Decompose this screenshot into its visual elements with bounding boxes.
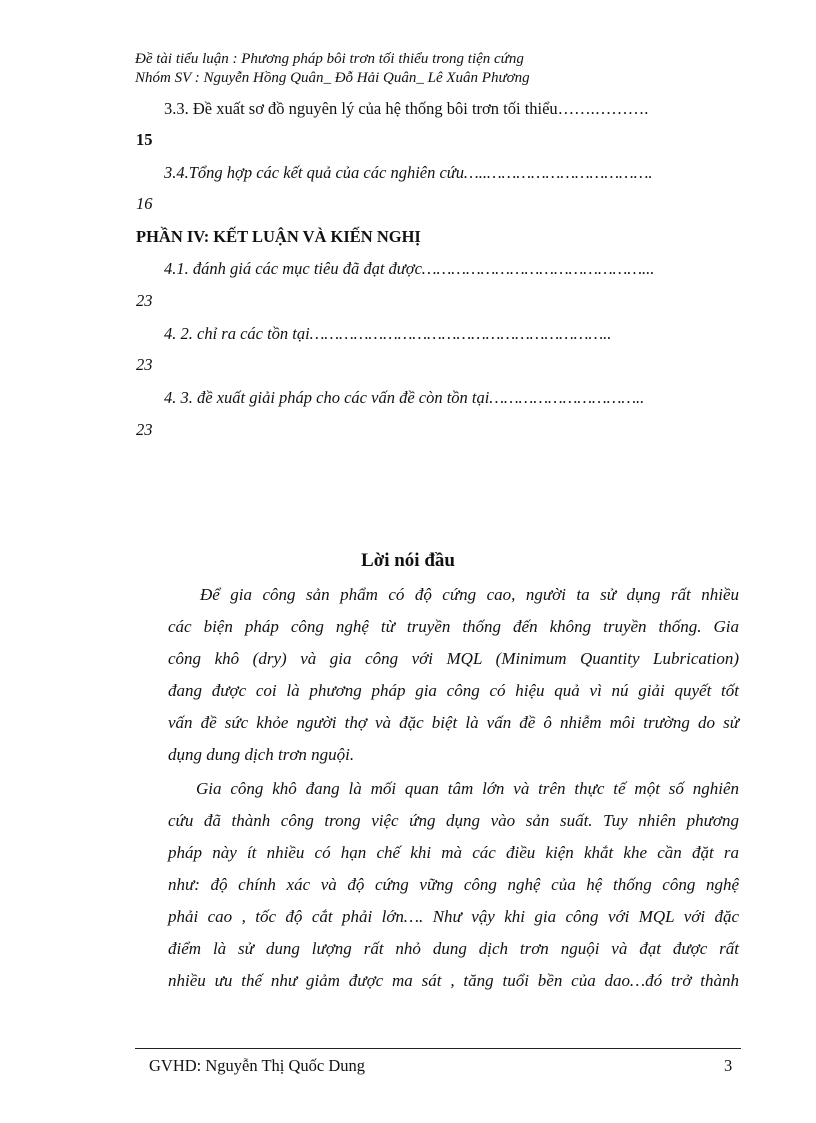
footer-rule (135, 1048, 741, 1049)
preface-line: vấn đề sức khỏe người thợ và đặc biệt là vấn đề ô nhiễm môi trường do sử (168, 713, 739, 732)
preface-line: phải cao , tốc độ cắt phải lớn…. Như vậy khi gia công với MQL với đặc (168, 907, 739, 926)
preface-title: Lời nói đầu (361, 550, 455, 571)
toc-page-4-3: 23 (136, 420, 153, 439)
footer-instructor: GVHD: Nguyễn Thị Quốc Dung (149, 1056, 366, 1075)
toc-page-4-2: 23 (136, 355, 153, 374)
toc-entry-3-4: 3.4.Tổng hợp các kết quả của các nghiên cứu…..……………………………. (164, 163, 653, 182)
preface-line: nhiều ưu thế như giảm được ma sát , tăng tuổi bền của dao…đó trở thành (168, 971, 739, 990)
toc-entry-4-1: 4.1. đánh giá các mục tiêu đã đạt được………………………………………... (164, 259, 655, 278)
preface-line: Gia công khô đang là mối quan tâm lớn và trên thực tế một số nghiên (196, 779, 739, 798)
preface-line: các biện pháp công nghệ từ truyền thống đến không truyền thống. Gia (168, 617, 739, 636)
preface-line: cứu đã thành công trong việc ứng dụng vào sản suất. Tuy nhiên phương (168, 811, 739, 830)
toc-entry-3-3: 3.3. Đề xuất sơ đồ nguyên lý của hệ thống bôi trơn tối thiểu…….………. (164, 99, 649, 118)
preface-line: Để gia công sản phẩm có độ cứng cao, người ta sử dụng rất nhiều (200, 585, 739, 604)
preface-line: pháp này ít nhiều có hạn chế khi mà các điều kiện khắt khe cần đặt ra (168, 843, 739, 862)
header-group-line: Nhóm SV : Nguyễn Hồng Quân_ Đỗ Hải Quân_ Lê Xuân Phương (135, 70, 530, 86)
header-topic-line: Đề tài tiểu luận : Phương pháp bôi trơn tối thiểu trong tiện cứng (135, 51, 524, 67)
preface-line: công khô (dry) và gia công với MQL (Minimum Quantity Lubrication) (168, 649, 739, 668)
toc-page-3-3: 15 (136, 130, 153, 149)
preface-line: như: độ chính xác và độ cứng vững công nghệ của hệ thống công nghệ (168, 875, 739, 894)
preface-line: điểm là sử dung lượng rất nhỏ dung dịch trơn nguội và đạt được rất (168, 939, 739, 958)
toc-entry-4-3: 4. 3. đề xuất giải pháp cho các vấn đề còn tồn tại………………………….. (164, 388, 645, 407)
preface-line: dụng dung dịch trơn nguội. (168, 745, 355, 764)
toc-entry-4-2: 4. 2. chỉ ra các tồn tại…………………………………………………….. (164, 324, 612, 343)
preface-line: đang được coi là phương pháp gia công có hiệu quả vì nú giải quyết tốt (168, 681, 739, 700)
toc-page-4-1: 23 (136, 291, 153, 310)
page-number: 3 (724, 1056, 733, 1075)
toc-part-heading: PHẦN IV: KẾT LUẬN VÀ KIẾN NGHỊ (136, 227, 421, 246)
toc-page-3-4: 16 (136, 194, 153, 213)
